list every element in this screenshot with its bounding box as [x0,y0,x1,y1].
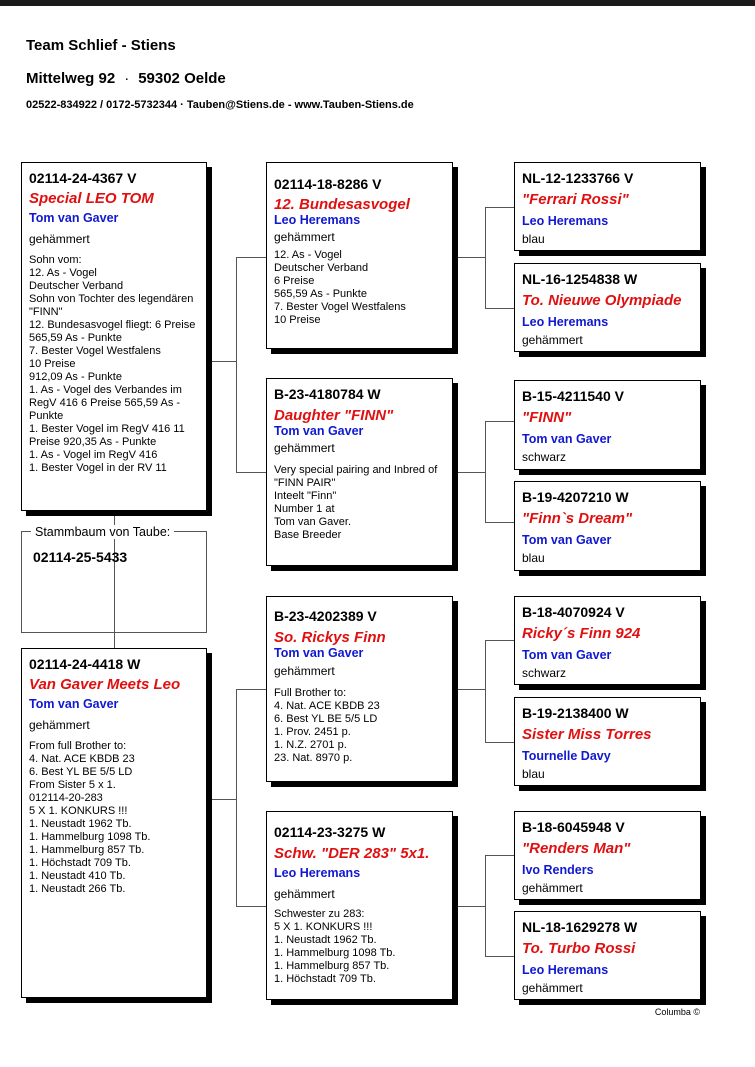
pigeon-name: "Ferrari Rossi" [522,191,629,208]
subject-label: Stammbaum von Taube: [31,525,174,539]
note-line: 6. Best YL BE 5/5 LD [29,766,133,778]
pedigree-card-mm [266,811,453,1000]
connector-fmm [485,522,514,523]
note-line: 1. Bester Vogel im RegV 416 11 Preise 920,35 As - Punkte [29,423,185,448]
ring-number: B-18-6045948 V [522,819,625,835]
note-line: 1. Höchstadt 709 Tb. [29,857,131,869]
connector-mm-bottom [236,906,266,907]
note-line: 10 Preise [29,358,76,370]
note-line: Number 1 at [274,503,335,515]
pigeon-name: So. Rickys Finn [274,629,386,646]
ring-number: 02114-18-8286 V [274,176,382,192]
ring-number: B-15-4211540 V [522,388,624,404]
note-line: Schwester zu 283: [274,908,365,920]
connector-ffm [485,308,514,309]
pigeon-name: Schw. "DER 283" 5x1. [274,845,430,862]
pedigree-card-mmf [514,811,701,900]
breeder: Tom van Gaver [522,533,612,547]
ring-number: NL-12-1233766 V [522,170,634,186]
pigeon-name: "FINN" [522,409,572,426]
connector-mfm [485,742,514,743]
connector-fm-v [485,421,486,522]
connector-fff [485,207,514,208]
note-line: 5 X 1. KONKURS !!! [29,805,128,817]
notes [29,254,199,475]
note-line: From Sister 5 x 1. [29,779,116,791]
note-line: From full Brother to: [29,740,127,752]
ring-number: B-19-2138400 W [522,705,629,721]
ring-number: B-19-4207210 W [522,489,629,505]
breeder: Ivo Renders [522,863,594,877]
pigeon-name: Ricky´s Finn 924 [522,625,641,642]
pedigree-card-ff [266,162,453,349]
note-line: 1. Neustadt 410 Tb. [29,870,126,882]
connector-gen2-father-h [207,361,236,362]
pedigree-card-fff [514,162,701,251]
connector-gen2-father-v [236,257,237,473]
connector-fm-h [457,472,485,473]
color: gehämmert [274,441,335,455]
ring-number: NL-16-1254838 W [522,271,638,287]
note-line: 10 Preise [274,314,321,326]
subject-box [21,531,207,633]
note-line: Tom van Gaver. [274,516,352,528]
pedigree-card-father [21,162,207,511]
pigeon-name: Sister Miss Torres [522,726,652,743]
color: blau [522,551,545,565]
note-line: 23. Nat. 8970 p. [274,752,353,764]
note-line: Deutscher Verband [274,262,369,274]
connector-ff-h [457,257,485,258]
note-line: 1. Neustadt 1962 Tb. [29,818,132,830]
note-line: Deutscher Verband [29,280,124,292]
breeder: Tom van Gaver [274,646,364,660]
pedigree-card-mf [266,596,453,782]
color: gehämmert [274,230,335,244]
pedigree-card-fm [266,378,453,566]
pedigree-card-fmm [514,481,701,571]
color: gehämmert [522,333,583,347]
note-line: 1. Neustadt 266 Tb. [29,883,126,895]
pigeon-name: "Renders Man" [522,840,631,857]
street: Mittelweg 92 [26,70,116,87]
note-line: 1. Hammelburg 857 Tb. [274,960,390,972]
note-line: 12. As - Vogel [274,249,342,261]
note-line: 12. Bundesasvogel fliegt: 6 Preise [29,319,196,331]
contact-line: 02522-834922 / 0172-5732344 · Tauben@Stiens.de - www.Tauben-Stiens.de [26,99,414,111]
note-line: 7. Bester Vogel Westfalens [29,345,161,357]
note-line: 1. Hammelburg 1098 Tb. [29,831,151,843]
subject-ring: 02114-25-5433 [33,549,128,565]
ring-number: 02114-24-4418 W [29,656,141,672]
color: blau [522,232,545,246]
ring-number: B-23-4180784 W [274,386,381,402]
pedigree-card-mmm [514,911,701,1000]
city: 59302 Oelde [138,70,226,87]
connector-mm-v [485,855,486,956]
color: gehämmert [274,664,335,678]
color: gehämmert [29,232,90,246]
note-line: 1. As - Vogel im RegV 416 [29,449,158,461]
connector-fm-bottom [236,472,266,473]
note-line: 6 Preise [274,275,315,287]
note-line: Very special pairing and Inbred of [274,464,438,476]
connector-gen2-mother-v [236,689,237,906]
color: blau [522,767,545,781]
ring-number: B-18-4070924 V [522,604,625,620]
connector-mmf [485,855,514,856]
note-line: 565,59 As - Punkte [274,288,367,300]
ring-number: B-23-4202389 V [274,608,377,624]
note-line: 1. Bester Vogel in der RV 11 [29,462,167,474]
ring-number: NL-18-1629278 W [522,919,638,935]
connector-mf-v [485,640,486,742]
pigeon-name: "Finn`s Dream" [522,510,633,527]
note-line: 1. Höchstadt 709 Tb. [274,973,376,985]
breeder: Leo Heremans [522,963,609,977]
breeder: Tom van Gaver [29,697,119,711]
address-separator: · [124,70,130,87]
breeder: Tournelle Davy [522,749,611,763]
pigeon-name: Special LEO TOM [29,190,154,207]
connector-mf-h [457,689,485,690]
breeder: Tom van Gaver [29,211,119,225]
team-name: Team Schlief - Stiens [26,37,176,54]
breeder: Tom van Gaver [522,432,612,446]
note-line: "FINN PAIR" [274,477,336,489]
pigeon-name: To. Turbo Rossi [522,940,636,957]
note-line: 7. Bester Vogel Westfalens [274,301,406,313]
pedigree-card-mother [21,648,207,998]
connector-ff-top [236,257,266,258]
pedigree-card-fmf [514,380,701,470]
note-line: Base Breeder [274,529,342,541]
address [26,70,226,87]
notes [274,249,445,327]
note-line: Inteelt "Finn" [274,490,337,502]
ring-number: 02114-23-3275 W [274,824,386,840]
notes [274,687,445,765]
pedigree-card-mff [514,596,701,685]
ring-number: 02114-24-4367 V [29,170,137,186]
breeder: Tom van Gaver [274,424,364,438]
color: gehämmert [274,887,335,901]
note-line: 4. Nat. ACE KBDB 23 [274,700,380,712]
connector-fmf [485,421,514,422]
note-line: 12. As - Vogel [29,267,97,279]
note-line: Sohn von Tochter des legendären [29,293,194,305]
pedigree-card-ffm [514,263,701,352]
note-line: 4. Nat. ACE KBDB 23 [29,753,135,765]
top-border [0,0,755,6]
color: gehämmert [29,718,90,732]
pigeon-name: Van Gaver Meets Leo [29,676,181,693]
connector-mf-top [236,689,266,690]
breeder: Leo Heremans [522,315,609,329]
notes [274,908,445,986]
breeder: Tom van Gaver [522,648,612,662]
pedigree-card-mfm [514,697,701,786]
connector-mff [485,640,514,641]
note-line: 012114-20-283 [29,792,103,804]
connector-mm-h [457,906,485,907]
note-line: 1. Neustadt 1962 Tb. [274,934,377,946]
notes [29,740,199,896]
note-line: Sohn vom: [29,254,82,266]
pigeon-name: 12. Bundesasvogel [274,196,410,213]
note-line: 1. N.Z. 2701 p. [274,739,347,751]
pigeon-name: Daughter "FINN" [274,407,394,424]
note-line: 912,09 As - Punkte [29,371,122,383]
pigeon-name: To. Nieuwe Olympiade [522,292,682,309]
note-line: 1. Hammelburg 857 Tb. [29,844,145,856]
note-line: Full Brother to: [274,687,347,699]
note-line: 1. As - Vogel des Verbandes im RegV 416 6 Preise 565,59 As - Punkte [29,384,182,422]
connector-mmm [485,956,514,957]
breeder: Leo Heremans [522,214,609,228]
color: schwarz [522,666,567,680]
color: schwarz [522,450,567,464]
connector-gen2-mother-h [207,799,236,800]
note-line: 565,59 As - Punkte [29,332,122,344]
note-line: "FINN" [29,306,63,318]
breeder: Leo Heremans [274,866,361,880]
color: gehämmert [522,981,583,995]
color: gehämmert [522,881,583,895]
note-line: 5 X 1. KONKURS !!! [274,921,373,933]
breeder: Leo Heremans [274,213,361,227]
note-line: 1. Prov. 2451 p. [274,726,351,738]
connector-ff-v [485,207,486,308]
note-line: 1. Hammelburg 1098 Tb. [274,947,396,959]
footer-credit: Columba © [654,1007,700,1017]
notes [274,464,445,542]
note-line: 6. Best YL BE 5/5 LD [274,713,378,725]
